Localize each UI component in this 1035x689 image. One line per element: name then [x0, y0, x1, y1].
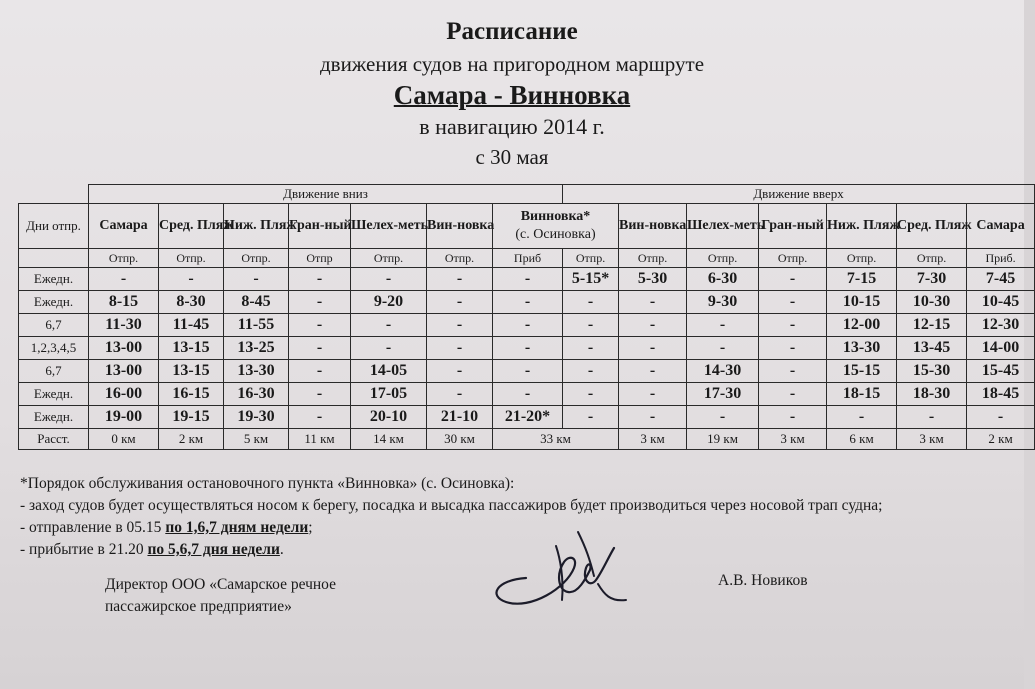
doc-subtitle: движения судов на пригородном маршруте: [319, 52, 705, 76]
stop-name: Сред. Пляж: [159, 204, 224, 249]
time-cell: -: [619, 360, 687, 383]
distance-cell: 30 км: [427, 429, 493, 450]
start-date: с 30 мая: [475, 145, 549, 169]
schedule-row: [19, 383, 1035, 406]
time-cell: 13-15: [159, 360, 224, 383]
stop-action: Отпр.: [687, 249, 759, 268]
org-line: пассажирское предприятие»: [105, 598, 292, 615]
handwritten-signature: [486, 518, 636, 618]
time-cell: -: [619, 314, 687, 337]
note-text: - прибытие в 21.20: [20, 541, 148, 558]
time-cell: 20-10: [351, 406, 427, 429]
time-cell: 14-30: [687, 360, 759, 383]
time-cell: -: [759, 383, 827, 406]
route-title: [0, 80, 1024, 111]
time-cell: -: [827, 406, 897, 429]
days-cell: Ежедн.: [19, 383, 89, 406]
note-text: .: [279, 541, 284, 558]
time-cell: 15-45: [967, 360, 1035, 383]
time-cell: 14-05: [351, 360, 427, 383]
time-cell: -: [427, 314, 493, 337]
time-cell: -: [563, 337, 619, 360]
note-line: [20, 517, 882, 539]
time-cell: 13-00: [89, 337, 159, 360]
time-cell: 19-00: [89, 406, 159, 429]
stop-name: Ниж. Пляж: [827, 204, 897, 249]
schedule-row: [19, 360, 1035, 383]
time-cell: 19-30: [224, 406, 289, 429]
distance-cell: 3 км: [897, 429, 967, 450]
time-cell: 7-30: [897, 268, 967, 291]
time-cell: -: [563, 360, 619, 383]
stop-action: Отпр.: [827, 249, 897, 268]
stop-name: Шелех-меть: [687, 204, 759, 249]
time-cell: -: [427, 291, 493, 314]
time-cell: 8-15: [89, 291, 159, 314]
stop-name: Сред. Пляж: [897, 204, 967, 249]
time-cell: 12-30: [967, 314, 1035, 337]
time-cell: 5-15*: [563, 268, 619, 291]
time-cell: 6-30: [687, 268, 759, 291]
distance-cell: 6 км: [827, 429, 897, 450]
time-cell: -: [563, 291, 619, 314]
stop-name: Вин-новка: [619, 204, 687, 249]
time-cell: -: [159, 268, 224, 291]
time-cell: -: [427, 383, 493, 406]
time-cell: -: [493, 314, 563, 337]
time-cell: 21-10: [427, 406, 493, 429]
time-cell: 12-00: [827, 314, 897, 337]
time-cell: -: [493, 291, 563, 314]
schedule-row: [19, 314, 1035, 337]
signer-organization: [105, 574, 336, 618]
time-cell: -: [289, 406, 351, 429]
stop-action: Отпр.: [427, 249, 493, 268]
time-cell: -: [493, 337, 563, 360]
time-cell: 15-30: [897, 360, 967, 383]
time-cell: 18-30: [897, 383, 967, 406]
time-cell: 9-30: [687, 291, 759, 314]
note-line: *Порядок обслуживания остановочного пункта «Винновка» (с. Осиновка):: [20, 475, 515, 492]
time-cell: 8-45: [224, 291, 289, 314]
time-cell: 10-45: [967, 291, 1035, 314]
time-cell: 21-20*: [493, 406, 563, 429]
time-cell: -: [563, 406, 619, 429]
stop-action: Отпр.: [563, 249, 619, 268]
stop-action: Отпр.: [159, 249, 224, 268]
time-cell: -: [493, 268, 563, 291]
time-cell: -: [897, 406, 967, 429]
time-cell: -: [89, 268, 159, 291]
time-cell: 18-45: [967, 383, 1035, 406]
distance-label: Расст.: [19, 429, 89, 450]
time-cell: -: [493, 383, 563, 406]
time-cell: 17-30: [687, 383, 759, 406]
time-cell: -: [563, 383, 619, 406]
direction-down: Движение вниз: [89, 185, 563, 204]
distance-cell: 3 км: [619, 429, 687, 450]
distance-cell: 33 км: [493, 429, 619, 450]
time-cell: 17-05: [351, 383, 427, 406]
distance-row: [19, 429, 1035, 450]
time-cell: -: [351, 314, 427, 337]
time-cell: 5-30: [619, 268, 687, 291]
distance-cell: 5 км: [224, 429, 289, 450]
stop-subname: (с. Осиновка): [515, 227, 596, 242]
days-header: Дни отпр.: [19, 204, 89, 249]
stop-name: Самара: [967, 204, 1035, 249]
stop-name: Винновка*: [520, 209, 591, 224]
time-cell: -: [759, 360, 827, 383]
time-cell: 9-20: [351, 291, 427, 314]
route-name: Самара - Винновка: [393, 80, 631, 110]
time-cell: 18-15: [827, 383, 897, 406]
schedule-rows: [19, 268, 1035, 429]
days-cell: 6,7: [19, 360, 89, 383]
time-cell: 11-55: [224, 314, 289, 337]
time-cell: -: [289, 360, 351, 383]
note-emphasis: по 1,6,7 дням недели: [165, 519, 309, 536]
note-emphasis: по 5,6,7 дня недели: [147, 541, 280, 558]
time-cell: -: [563, 314, 619, 337]
time-cell: -: [619, 337, 687, 360]
time-cell: -: [493, 360, 563, 383]
time-cell: -: [351, 268, 427, 291]
time-cell: -: [687, 406, 759, 429]
navigation-year: в навигацию 2014 г.: [419, 114, 605, 139]
time-cell: 10-15: [827, 291, 897, 314]
time-cell: 13-30: [827, 337, 897, 360]
stop-action: Отпр.: [897, 249, 967, 268]
time-cell: 7-15: [827, 268, 897, 291]
direction-up: Движение вверх: [563, 185, 1035, 204]
note-text: ;: [308, 519, 313, 536]
time-cell: -: [619, 291, 687, 314]
days-cell: 6,7: [19, 314, 89, 337]
action-row: [19, 249, 1035, 268]
time-cell: 14-00: [967, 337, 1035, 360]
stop-name: Шелех-меть: [351, 204, 427, 249]
stop-name: Гран-ный: [289, 204, 351, 249]
schedule-row: [19, 406, 1035, 429]
time-cell: -: [427, 360, 493, 383]
time-cell: 13-45: [897, 337, 967, 360]
time-cell: 12-15: [897, 314, 967, 337]
time-cell: 7-45: [967, 268, 1035, 291]
schedule-table: [18, 184, 1035, 450]
stop-action: Отпр.: [351, 249, 427, 268]
stop-name: Вин-новка: [427, 204, 493, 249]
days-cell: Ежедн.: [19, 291, 89, 314]
stop-names-row: [19, 204, 1035, 249]
stop-action: Отпр.: [619, 249, 687, 268]
time-cell: 11-45: [159, 314, 224, 337]
stop-name-winnovka: [493, 204, 619, 249]
time-cell: -: [351, 337, 427, 360]
distance-cell: 0 км: [89, 429, 159, 450]
stop-action: Отпр.: [89, 249, 159, 268]
stop-action: Приб: [493, 249, 563, 268]
distance-cell: 19 км: [687, 429, 759, 450]
schedule-row: [19, 337, 1035, 360]
time-cell: 13-25: [224, 337, 289, 360]
time-cell: -: [289, 337, 351, 360]
signer-name: А.В. Новиков: [718, 572, 808, 589]
time-cell: -: [427, 268, 493, 291]
note-line: [20, 539, 882, 561]
stop-action: Отпр: [289, 249, 351, 268]
time-cell: -: [427, 337, 493, 360]
org-line: Директор ООО «Самарское речное: [105, 576, 336, 593]
distance-cell: 2 км: [967, 429, 1035, 450]
stop-name: Самара: [89, 204, 159, 249]
time-cell: 13-30: [224, 360, 289, 383]
time-cell: 16-15: [159, 383, 224, 406]
time-cell: -: [759, 314, 827, 337]
time-cell: -: [759, 291, 827, 314]
time-cell: -: [619, 383, 687, 406]
time-cell: -: [759, 406, 827, 429]
time-cell: 16-30: [224, 383, 289, 406]
time-cell: -: [619, 406, 687, 429]
time-cell: -: [759, 268, 827, 291]
schedule-row: [19, 291, 1035, 314]
time-cell: -: [289, 268, 351, 291]
distance-cell: 2 км: [159, 429, 224, 450]
stop-action: Отпр.: [224, 249, 289, 268]
schedule-row: [19, 268, 1035, 291]
time-cell: -: [759, 337, 827, 360]
time-cell: 10-30: [897, 291, 967, 314]
note-line: - заход судов будет осуществляться носом к берегу, посадка и высадка пассажиров будет производиться через носовой трап судна;: [20, 497, 883, 514]
stop-name: Гран-ный: [759, 204, 827, 249]
doc-title: Расписание: [446, 18, 578, 45]
distance-cell: 14 км: [351, 429, 427, 450]
time-cell: -: [289, 291, 351, 314]
distance-cell: 3 км: [759, 429, 827, 450]
time-cell: 13-00: [89, 360, 159, 383]
time-cell: 15-15: [827, 360, 897, 383]
stop-name: Ниж. Пляж: [224, 204, 289, 249]
time-cell: -: [289, 383, 351, 406]
time-cell: 11-30: [89, 314, 159, 337]
time-cell: 13-15: [159, 337, 224, 360]
notes-block: [20, 473, 882, 561]
note-text: - отправление в 05.15: [20, 519, 166, 536]
stop-action: Отпр.: [759, 249, 827, 268]
time-cell: 19-15: [159, 406, 224, 429]
time-cell: 8-30: [159, 291, 224, 314]
time-cell: 16-00: [89, 383, 159, 406]
time-cell: -: [687, 337, 759, 360]
days-cell: Ежедн.: [19, 268, 89, 291]
time-cell: -: [224, 268, 289, 291]
time-cell: -: [687, 314, 759, 337]
time-cell: -: [289, 314, 351, 337]
days-cell: Ежедн.: [19, 406, 89, 429]
direction-row: [19, 185, 1035, 204]
distance-cell: 11 км: [289, 429, 351, 450]
stop-action: Приб.: [967, 249, 1035, 268]
time-cell: -: [967, 406, 1035, 429]
days-cell: 1,2,3,4,5: [19, 337, 89, 360]
